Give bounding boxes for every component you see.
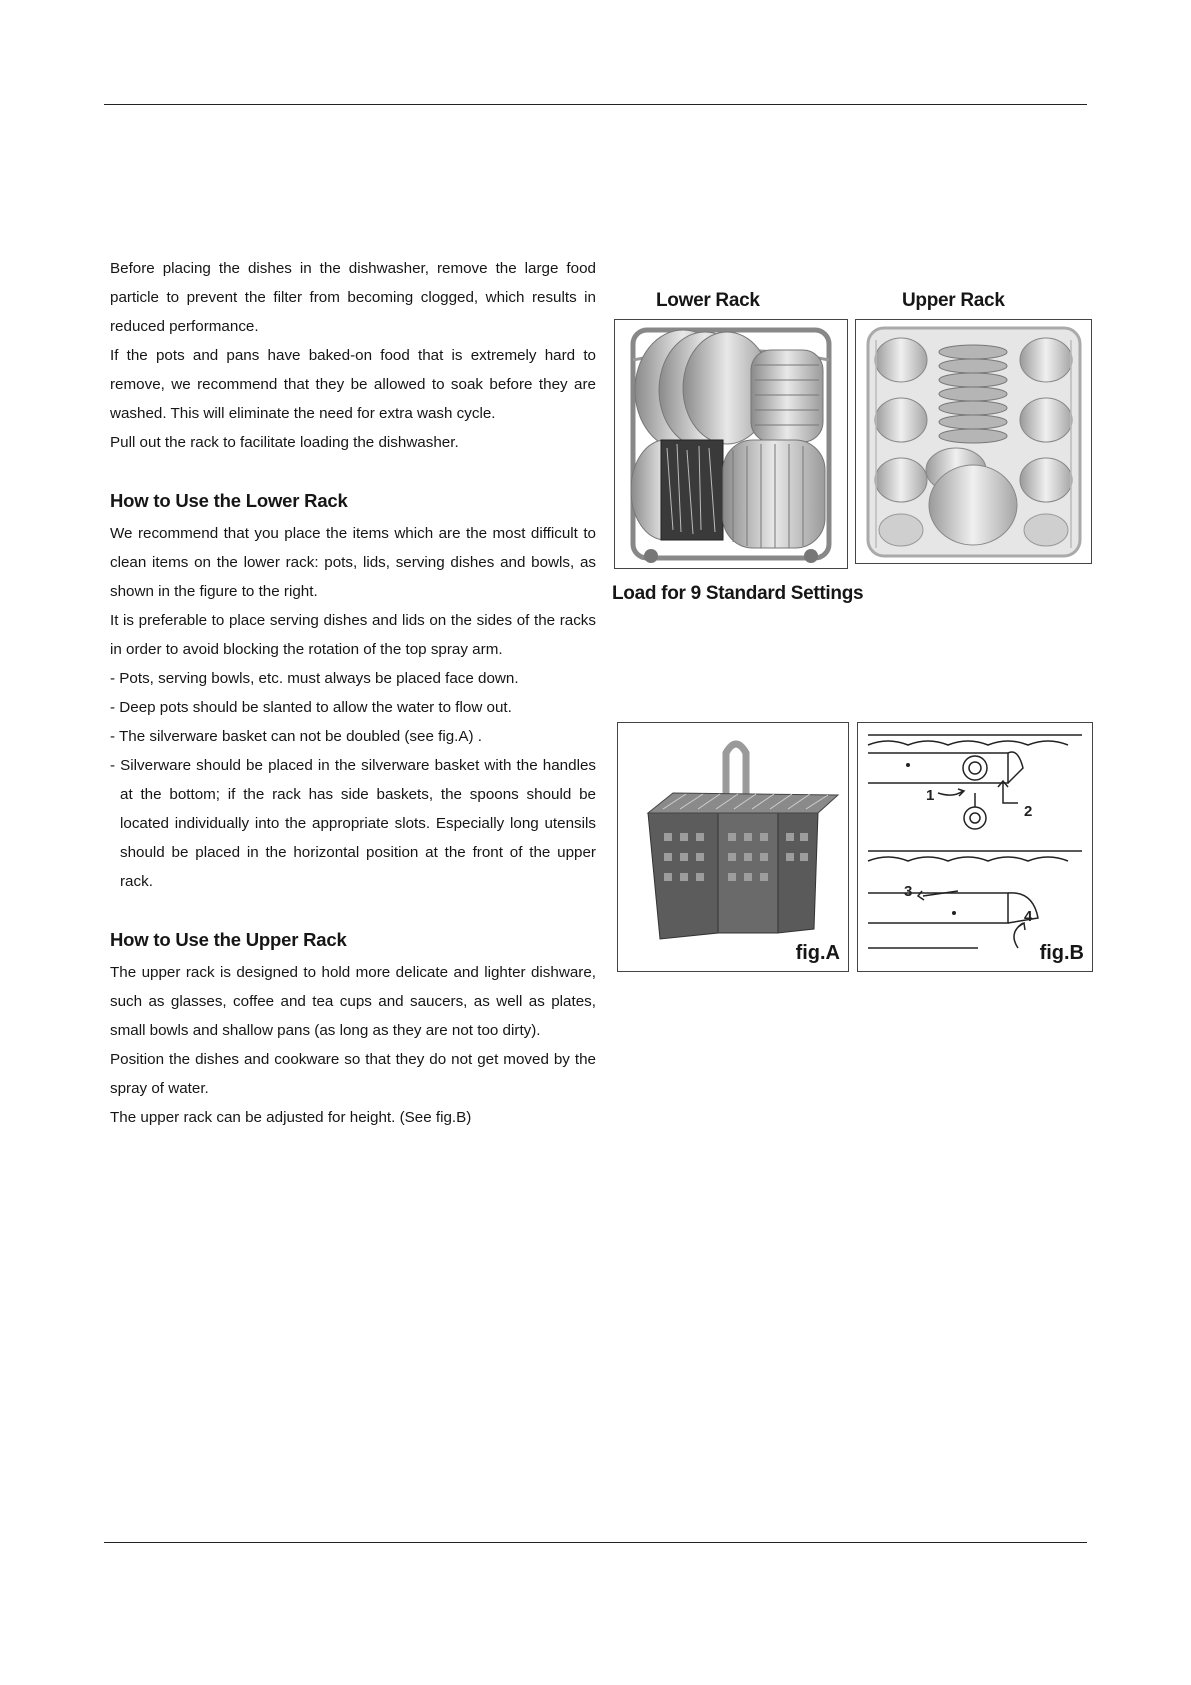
step-label-3: 3	[904, 883, 913, 900]
upper-rack-heading: How to Use the Upper Rack	[110, 929, 347, 950]
lower-rack-label: Lower Rack	[656, 290, 760, 311]
upper-rack-image	[855, 319, 1092, 564]
lower-rack-bullet-4: - Silverware should be placed in the silverware basket with the handles at the bottom; if the rack has side baskets, the spoons should be located individually into the appropriate slots. Especially long utensils should be placed in the horizontal position at the front of the upper rack.	[110, 757, 596, 890]
intro-paragraph-3: Pull out the rack to facilitate loading the dishwasher.	[110, 434, 459, 451]
lower-rack-heading: How to Use the Lower Rack	[110, 490, 348, 511]
text-column	[110, 254, 596, 1132]
upper-rack-label: Upper Rack	[902, 290, 1005, 311]
step-label-4: 4	[1024, 908, 1033, 925]
upper-rack-paragraph-1: The upper rack is designed to hold more delicate and lighter dishware, such as glasses, coffee and tea cups and saucers, as well as plates, small bowls and shallow pans (as long as they are not too dirty).	[110, 964, 596, 1039]
header-rule	[104, 104, 1087, 105]
fig-a-image	[617, 722, 849, 972]
fig-b-label: fig.B	[1039, 942, 1084, 964]
load-caption: Load for 9 Standard Settings	[612, 583, 864, 604]
lower-rack-paragraph-1: We recommend that you place the items which are the most difficult to clean items on the lower rack: pots, lids, serving dishes and bowls, as shown in the figure to the right.	[110, 525, 596, 600]
lower-rack-image	[614, 319, 848, 569]
upper-rack-paragraph-3: The upper rack can be adjusted for height. (See fig.B)	[110, 1109, 472, 1126]
fig-b-image	[857, 722, 1093, 972]
lower-rack-paragraph-2: It is preferable to place serving dishes and lids on the sides of the racks in order to avoid blocking the rotation of the top spray arm.	[110, 612, 596, 658]
lower-rack-bullet-3: - The silverware basket can not be doubled (see fig.A) .	[110, 728, 483, 745]
upper-rack-paragraph-2: Position the dishes and cookware so that they do not get moved by the spray of water.	[110, 1051, 596, 1097]
lower-rack-bullet-2: - Deep pots should be slanted to allow the water to flow out.	[110, 699, 512, 716]
intro-paragraph-1: Before placing the dishes in the dishwasher, remove the large food particle to prevent the filter from becoming clogged, which results in reduced performance.	[110, 260, 596, 335]
step-label-1: 1	[926, 787, 935, 804]
intro-paragraph-2: If the pots and pans have baked-on food that is extremely hard to remove, we recommend that they be allowed to soak before they are washed. This will eliminate the need for extra wash cycle.	[110, 347, 596, 422]
lower-rack-bullet-1: - Pots, serving bowls, etc. must always be placed face down.	[110, 670, 519, 687]
step-label-2: 2	[1024, 803, 1033, 820]
footer-rule	[104, 1542, 1087, 1543]
fig-a-label: fig.A	[795, 942, 840, 964]
